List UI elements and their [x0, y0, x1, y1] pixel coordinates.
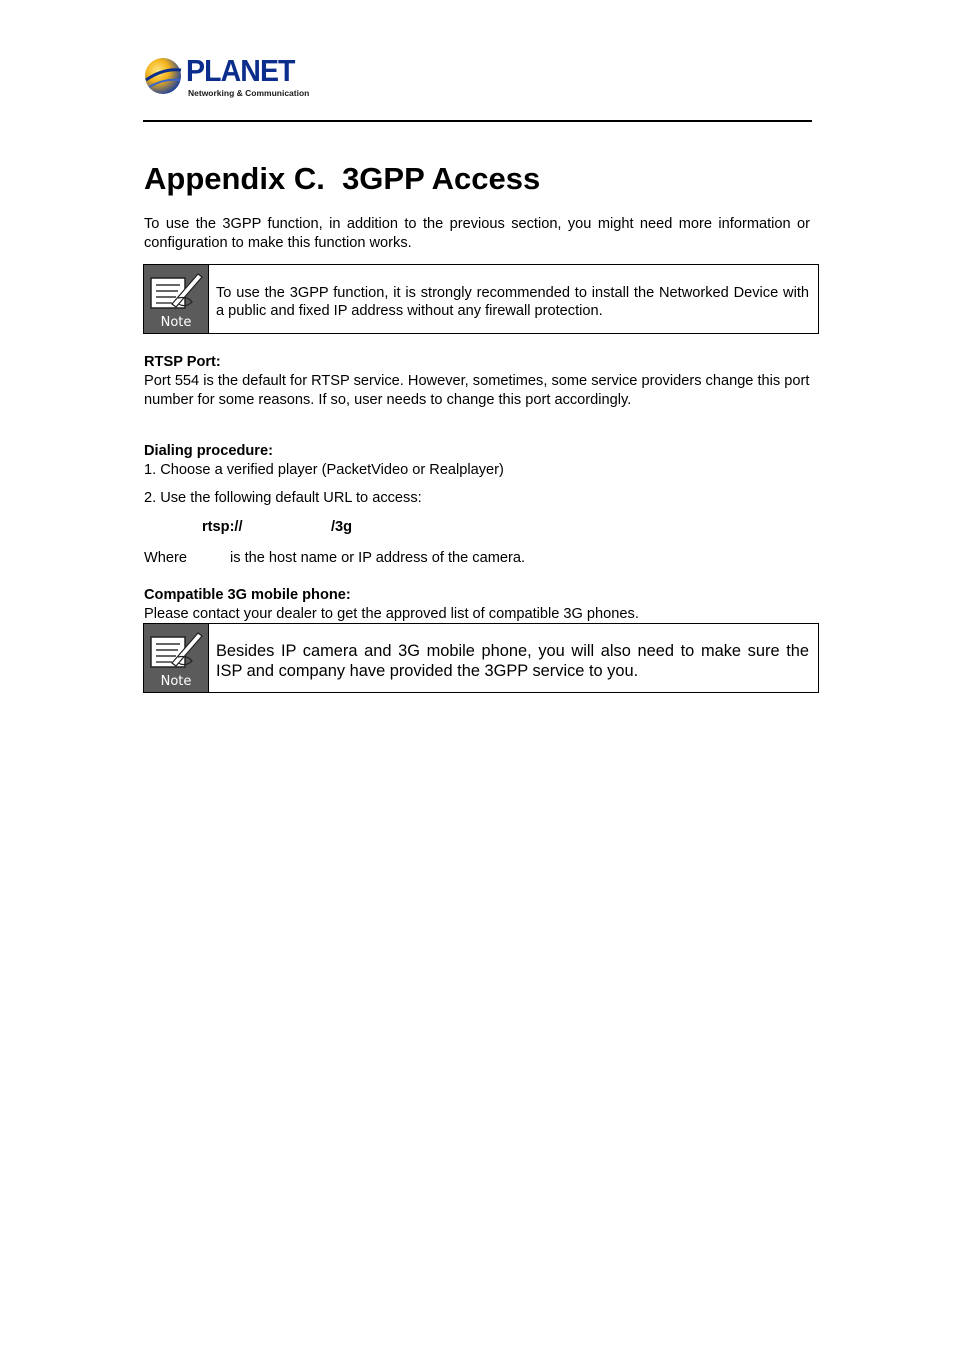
compatible-body: Please contact your dealer to get the approved list of compatible 3G phones. — [144, 606, 639, 622]
rtsp-heading: RTSP Port: — [144, 354, 221, 370]
planet-logo-text: PLANET — [186, 53, 295, 88]
note-icon-label: Note — [160, 315, 192, 330]
header-divider — [143, 120, 812, 122]
dialing-heading — [144, 442, 810, 480]
rtsp-body: Port 554 is the default for RTSP service. However, sometimes, some service providers change this port number for some reasons. If so, user needs to change this port accordingly. — [144, 373, 810, 408]
planet-globe-icon — [143, 56, 183, 96]
dialing-heading-text: Dialing procedure: — [144, 443, 273, 459]
compatible-section — [144, 586, 810, 624]
planet-logo-tagline: Networking & Communication — [188, 88, 310, 98]
note-text: Besides IP camera and 3G mobile phone, you will also need to make sure the ISP and company have provided the 3GPP service to you. — [216, 642, 809, 680]
intro-paragraph: To use the 3GPP function, in addition to the previous section, you might need more information or configuration to make this function works. — [144, 216, 810, 251]
url-prefix: rtsp:// — [202, 519, 243, 535]
note-box-1 — [143, 264, 819, 334]
dialing-step-1: 1. Choose a verified player (PacketVideo or Realplayer) — [144, 462, 504, 478]
dialing-step-2: 2. Use the following default URL to access: — [144, 490, 422, 506]
note-icon — [144, 624, 209, 692]
note-text: To use the 3GPP function, it is strongly recommended to install the Networked Device with a public and fixed IP address without any firewall protection. — [216, 285, 809, 319]
note-icon — [144, 265, 209, 333]
page-title: Appendix C. 3GPP Access — [144, 161, 541, 196]
note-box-2 — [143, 623, 819, 693]
compatible-heading: Compatible 3G mobile phone: — [144, 587, 351, 603]
url-suffix: /3g — [331, 519, 353, 535]
where-label: Where — [144, 550, 187, 566]
where-text: is the host name or IP address of the camera. — [230, 550, 526, 566]
rtsp-section — [144, 353, 810, 410]
note-icon-label: Note — [160, 674, 192, 689]
